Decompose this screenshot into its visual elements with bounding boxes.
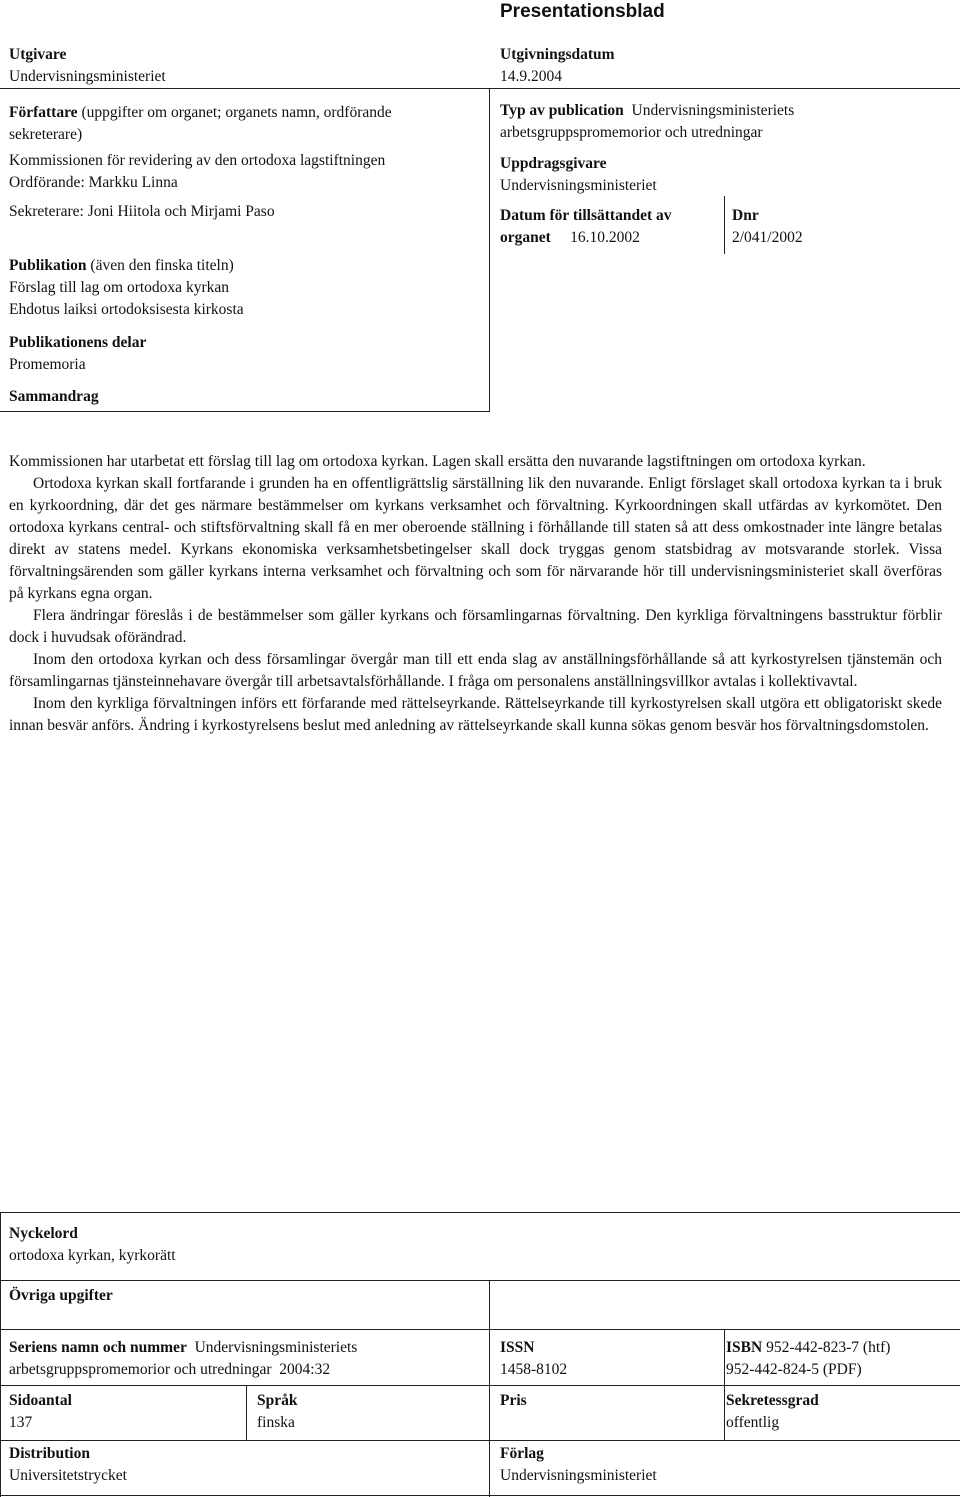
divider-distribution-top xyxy=(0,1440,960,1441)
publisher-house-block xyxy=(500,1443,657,1487)
summary-paragraph: Inom den kyrkliga förvaltningen införs ett förfarande med rättelseyrkande. Rättelseyrkande till kyrkostyrelsen skall utgöra ett obligatoriskt skede innan besvär anförs. Ändring i kyrkostyrelsens beslut med anledning av rättelseyrkande skall kunna sökas genom besvär hos förvaltningsdomstolen. xyxy=(9,695,942,734)
commissioner-value: Undervisningsministeriet xyxy=(500,177,657,194)
series-value-1: Undervisningsministeriets xyxy=(194,1339,358,1356)
publisher-house-value: Undervisningsministeriet xyxy=(500,1467,657,1484)
authors-label: Författare xyxy=(9,104,78,121)
divider-col-lang xyxy=(246,1385,247,1440)
publisher-house-label: Förlag xyxy=(500,1445,544,1462)
summary-body xyxy=(9,451,942,737)
language-value: finska xyxy=(257,1414,295,1431)
isbn-block xyxy=(726,1337,890,1381)
divider-bottom xyxy=(0,1495,960,1496)
publication-date-label: Utgivningsdatum xyxy=(500,46,615,63)
divider-left-edge xyxy=(0,1212,1,1497)
other-info-label: Övriga upgifter xyxy=(9,1287,113,1304)
publication-parts-label: Publikationens delar xyxy=(9,334,147,351)
language-block xyxy=(257,1390,298,1434)
pages-value: 137 xyxy=(9,1414,33,1431)
summary-paragraph: Ortodoxa kyrkan skall fortfarande i grunden ha en offentligrättslig särställning lik den nuvarande. Enligt förslaget skall ortodoxa kyrkan ta i bruk en kyrkoordning, där det ges närmare bestämmelser om kyrkans verksamhet och förvaltning. Kyrkoordningen skall utfärdas av kyrkomötet. Den ortodoxa kyrkans central- och stiftsförvaltning skall få en mer oberoende ställning i förhållande till staten så att dess omkostnader inte längre betalas direkt av statens medel. Kyrkans ekonomiska verksamhetsbetingelser skall dock tryggas genom statsbidrag av motsvarande storlek. Vissa förvaltningsärenden som gäller kyrkans interna verksamhet och förvaltning och som för närvarande hör till undervisningsministeriet skall överföras på kyrkans egna organ. xyxy=(9,475,942,602)
authors-label-note-2: sekreterare) xyxy=(9,126,83,143)
reference-number-label: Dnr xyxy=(732,207,759,224)
distribution-label: Distribution xyxy=(9,1445,90,1462)
pages-block xyxy=(9,1390,72,1434)
appointment-date-label-1: Datum för tillsättandet av xyxy=(500,207,672,224)
keywords-label: Nyckelord xyxy=(9,1225,78,1242)
divider-col-b xyxy=(724,1329,725,1440)
appointment-date-value: 16.10.2002 xyxy=(570,229,640,246)
keywords-value: ortodoxa kyrkan, kyrkorätt xyxy=(9,1247,176,1264)
appointment-date-block xyxy=(500,205,720,249)
isbn-label: ISBN xyxy=(726,1339,763,1356)
publication-type-label: Typ av publication xyxy=(500,102,624,119)
reference-number-value: 2/041/2002 xyxy=(732,229,803,246)
isbn-value-1: 952-442-823-7 (htf) xyxy=(766,1339,891,1356)
series-label: Seriens namn och nummer xyxy=(9,1339,187,1356)
divider-series-top xyxy=(0,1329,960,1330)
publication-title-sv: Förslag till lag om ortodoxa kyrkan xyxy=(9,279,229,296)
authors-label-note: (uppgifter om organet; organets namn, ordförande xyxy=(81,104,392,121)
authors-secretaries: Sekreterare: Joni Hiitola och Mirjami Paso xyxy=(9,203,275,220)
publisher-label: Utgivare xyxy=(9,46,67,63)
confidentiality-value: offentlig xyxy=(726,1414,780,1431)
divider-dnr-vertical xyxy=(724,196,725,254)
publication-block xyxy=(9,255,479,321)
summary-paragraph: Flera ändringar föreslås i de bestämmelser som gäller kyrkans och församlingarnas förvaltning. Den kyrkliga förvaltningens basstruktur förblir dock i huvudsak oförändrad. xyxy=(9,607,942,646)
publication-parts-value: Promemoria xyxy=(9,356,86,373)
distribution-block xyxy=(9,1443,127,1487)
summary-paragraph: Inom den ortodoxa kyrkan och dess församlingar övergår man till ett enda slag av anställningsförhållande så att kyrkostyrelsen tjänstemän och församlingarnas tjänsteinnehavare övergår till arbetsavtalsförhållande. I fråga om personalens anställningsvillkor avtalas i kollektivavtal. xyxy=(9,651,942,690)
publication-type-block xyxy=(500,100,950,144)
publication-label: Publikation xyxy=(9,257,87,274)
divider-col-a xyxy=(489,1280,490,1497)
reference-number-block xyxy=(732,205,803,249)
confidentiality-label: Sekretessgrad xyxy=(726,1392,819,1409)
publication-type-value-2: arbetsgruppspromemorior och utredningar xyxy=(500,124,763,141)
commissioner-label: Uppdragsgivare xyxy=(500,155,607,172)
summary-label: Sammandrag xyxy=(9,388,99,405)
confidentiality-block xyxy=(726,1390,819,1434)
publisher-value: Undervisningsministeriet xyxy=(9,68,166,85)
issn-block xyxy=(500,1337,567,1381)
publication-label-note: (även den finska titeln) xyxy=(90,257,234,274)
publication-title-fi: Ehdotus laiksi ortodoksisesta kirkosta xyxy=(9,301,244,318)
isbn-value-2: 952-442-824-5 (PDF) xyxy=(726,1361,862,1378)
appointment-date-label-2: organet xyxy=(500,229,551,246)
authors-commission: Kommissionen för revidering av den ortodoxa lagstiftningen xyxy=(9,152,386,169)
language-label: Språk xyxy=(257,1392,298,1409)
publication-date-value: 14.9.2004 xyxy=(500,68,562,85)
pages-label: Sidoantal xyxy=(9,1392,72,1409)
authors-block xyxy=(9,102,479,223)
divider-keywords-top xyxy=(0,1212,960,1213)
publication-type-value-1: Undervisningsministeriets xyxy=(631,102,795,119)
distribution-value: Universitetstrycket xyxy=(9,1467,127,1484)
summary-paragraph: Kommissionen har utarbetat ett förslag till lag om ortodoxa kyrkan. Lagen skall ersätta den nuvarande lagstiftningen om ortodoxa kyrkan. xyxy=(9,453,866,470)
issn-value: 1458-8102 xyxy=(500,1361,568,1378)
divider-pages-top xyxy=(0,1385,960,1386)
publication-parts-block xyxy=(9,332,146,376)
series-block xyxy=(9,1337,484,1381)
keywords-block xyxy=(9,1223,176,1267)
issn-label: ISSN xyxy=(500,1339,535,1356)
page-title: Presentationsblad xyxy=(500,1,665,22)
price-label: Pris xyxy=(500,1392,527,1409)
divider-top xyxy=(0,88,960,89)
divider-summary xyxy=(0,411,490,412)
series-value-2: arbetsgruppspromemorior och utredningar 2004:32 xyxy=(9,1361,331,1378)
commissioner-block xyxy=(500,153,657,197)
authors-chair: Ordförande: Markku Linna xyxy=(9,174,178,191)
divider-main-vertical xyxy=(489,88,490,412)
divider-other-top xyxy=(0,1280,960,1281)
